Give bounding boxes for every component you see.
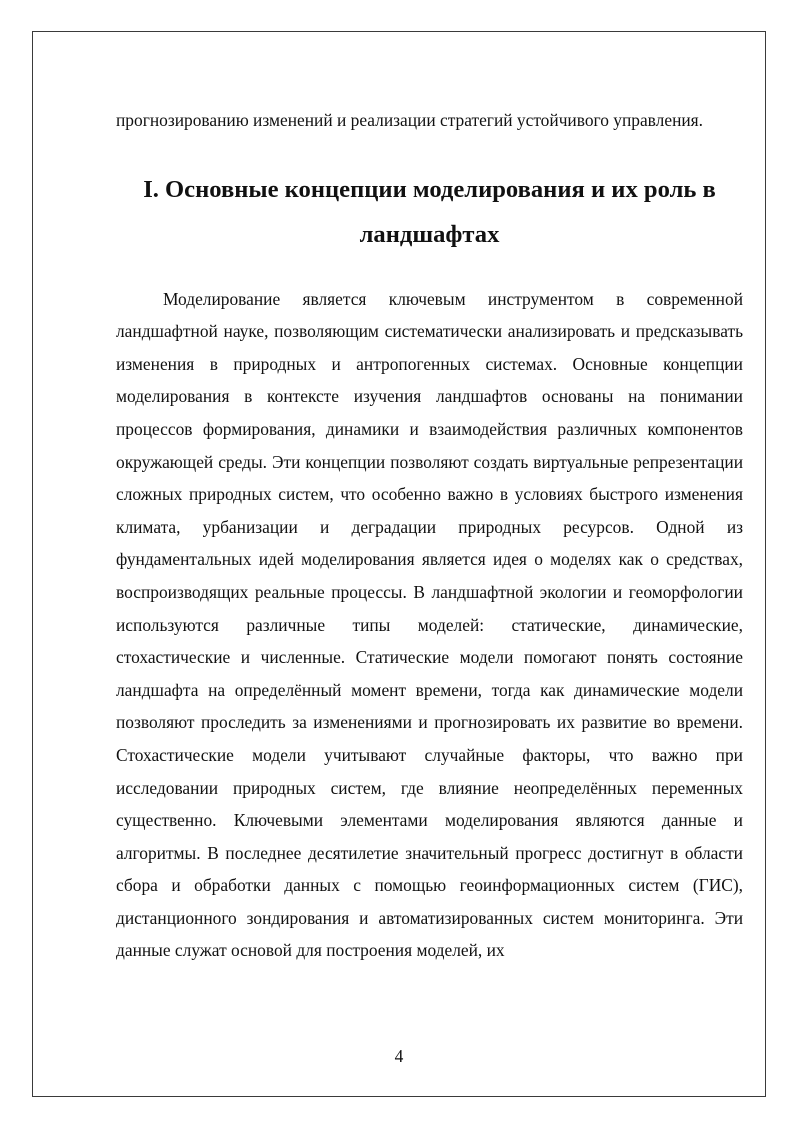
document-page [32,31,766,1097]
body-paragraph: Моделирование является ключевым инструментом в современной ландшафтной науке, позволяющим систематически анализировать и предсказывать изменения в природных и антропогенных системах. Основные концепции моделирования в контексте изучения ландшафтов основаны на понимании процессов формирования, динамики и взаимодействия различных компонентов окружающей среды. Эти концепции позволяют создать виртуальные репрезентации сложных природных систем, что особенно важно в условиях быстрого изменения климата, урбанизации и деградации природных ресурсов. Одной из фундаментальных идей моделирования является идея о моделях как о средствах, воспроизводящих реальные процессы. В ландшафтной экологии и геоморфологии используются различные типы моделей: статические, динамические, стохастические и численные. Статические модели помогают понять состояние ландшафта на определённый момент времени, тогда как динамические модели позволяют проследить за изменениями и прогнозировать их развитие во времени. Стохастические модели учитывают случайные факторы, что важно при исследовании природных систем, где влияние неопределённых переменных существенно. Ключевыми элементами моделирования являются данные и алгоритмы. В последнее десятилетие значительный прогресс достигнут в области сбора и обработки данных с помощью геоинформационных систем (ГИС), дистанционного зондирования и автоматизированных систем мониторинга. Эти данные служат основой для построения моделей, их [116,288,743,961]
section-heading: I. Основные концепции моделирования и их роль в ландшафтах [143,175,716,248]
intro-paragraph: прогнозированию изменений и реализации стратегий устойчивого управления. [116,110,704,130]
page-number: 4 [394,1046,404,1066]
page-content [116,104,743,967]
